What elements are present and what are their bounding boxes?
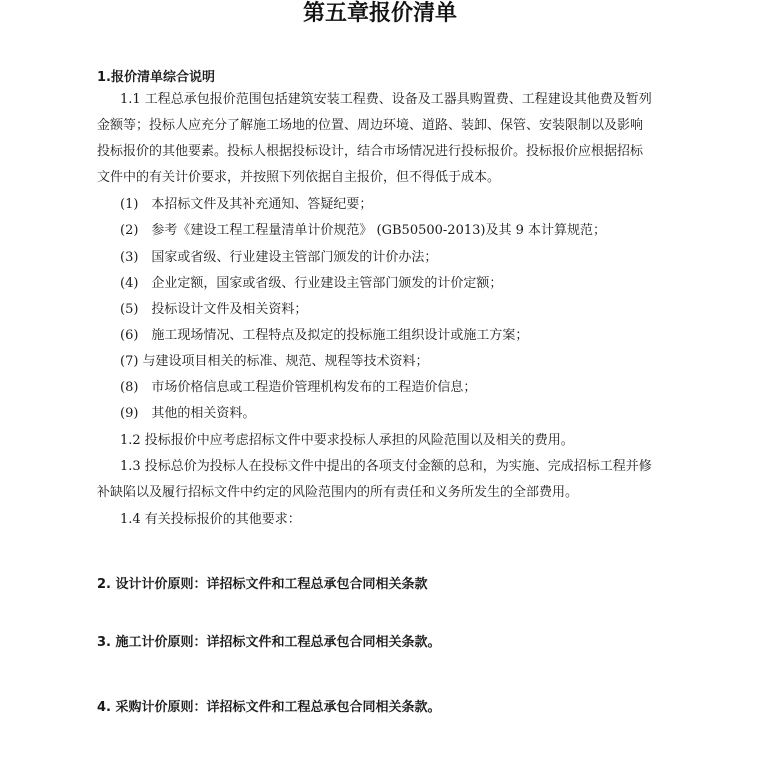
list-item-3: (3) 国家或省级、行业建设主管部门颁发的计价办法； — [120, 250, 438, 265]
list-item-4: (4) 企业定额，国家或省级、行业建设主管部门颁发的计价定额； — [120, 276, 503, 291]
paragraph-1-line-3: 投标报价的其他要素。投标人根据投标设计，结合市场情况进行投标报价。投标报价应根据招标 — [97, 144, 644, 159]
paragraph-1-line-2: 金额等；投标人应充分了解施工场地的位置、周边环境、道路、装卸、保管、安装限制以及影响 — [97, 118, 644, 133]
paragraph-1-line-4: 文件中的有关计价要求，并按照下列依据自主报价，但不得低于成本。 — [97, 170, 501, 185]
list-item-1: (1) 本招标文件及其补充通知、答疑纪要； — [120, 197, 373, 212]
list-item-7: (7) 与建设项目相关的标准、规范、规程等技术资料； — [120, 354, 429, 369]
section-2-heading: 2. 设计计价原则：详招标文件和工程总承包合同相关条款 — [97, 577, 428, 592]
section-3-heading: 3. 施工计价原则：详招标文件和工程总承包合同相关条款。 — [97, 635, 441, 650]
section-1-heading: 1.报价清单综合说明 — [97, 70, 215, 85]
paragraph-4: 1.4 有关投标报价的其他要求： — [120, 512, 301, 527]
list-item-9: (9) 其他的相关资料。 — [120, 406, 256, 421]
paragraph-2: 1.2 投标报价中应考虑招标文件中要求投标人承担的风险范围以及相关的费用。 — [120, 433, 574, 448]
paragraph-3-line-1: 1.3 投标总价为投标人在投标文件中提出的各项支付金额的总和，为实施、完成招标工程并修 — [120, 459, 652, 474]
paragraph-3-line-2: 补缺陷以及履行招标文件中约定的风险范围内的所有责任和义务所发生的全部费用。 — [97, 485, 579, 500]
list-item-8: (8) 市场价格信息或工程造价管理机构发布的工程造价信息； — [120, 380, 477, 395]
list-item-2: (2) 参考《建设工程工程量清单计价规范》 (GB50500-2013)及其 9 本计算规范； — [120, 223, 606, 238]
page-title: 第五章报价清单 — [302, 1, 457, 26]
section-4-heading: 4. 采购计价原则：详招标文件和工程总承包合同相关条款。 — [97, 700, 441, 715]
list-item-5: (5) 投标设计文件及相关资料； — [120, 302, 308, 317]
paragraph-1-line-1: 1.1 工程总承包报价范围包括建筑安装工程费、设备及工器具购置费、工程建设其他费及暂列 — [120, 92, 652, 107]
list-item-6: (6) 施工现场情况、工程特点及拟定的投标施工组织设计或施工方案； — [120, 328, 529, 343]
